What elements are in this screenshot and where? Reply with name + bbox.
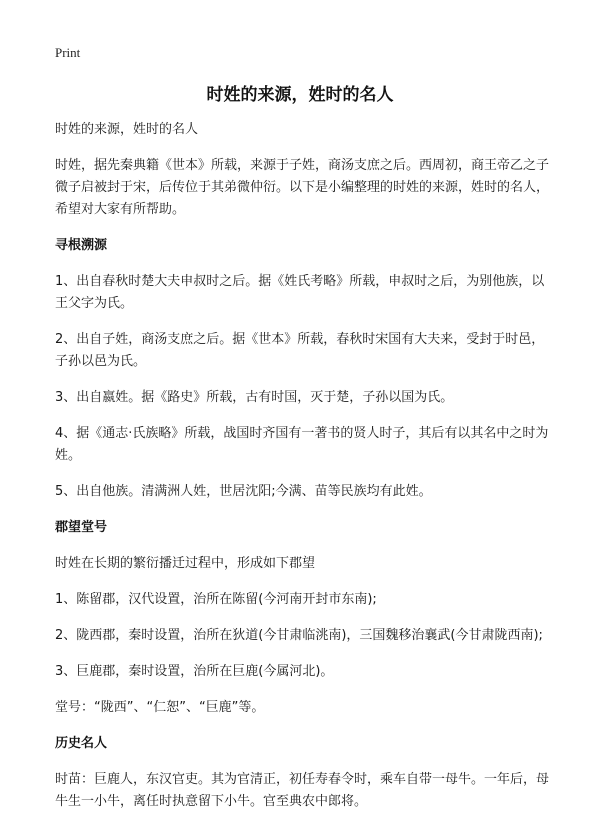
origin-item: 4、据《通志·氏族略》所载，战国时齐国有一著书的贤人时子，其后有以其名中之时为姓。 [55, 426, 549, 463]
print-link[interactable]: Print [55, 45, 81, 60]
origin-item: 5、出自他族。清满洲人姓，世居沈阳;今满、苗等民族均有此姓。 [55, 484, 432, 499]
commandery-item: 2、陇西郡，秦时设置，治所在狄道(今甘肃临洮南)，三国魏移治襄武(今甘肃陇西南); [55, 628, 543, 643]
page-title: 时姓的来源，姓时的名人 [206, 85, 394, 105]
commandery-intro: 时姓在长期的繁衍播迁过程中，形成如下郡望 [55, 556, 316, 571]
commandery-item: 3、巨鹿郡，秦时设置，治所在巨鹿(今属河北)。 [55, 664, 334, 679]
origin-item: 2、出自子姓，商汤支庶之后。据《世本》所载，春秋时宋国有大夫来，受封于时邑，子孙以邑为氏。 [55, 332, 545, 369]
article-body [55, 119, 550, 827]
hall-names: 堂号：“陇西”、“仁恕”、“巨鹿”等。 [55, 700, 265, 715]
section-heading-origin: 寻根溯源 [55, 238, 108, 253]
origin-item: 3、出自嬴姓。据《路史》所载，古有时国，灭于楚，子孙以国为氏。 [55, 390, 454, 405]
intro-paragraph: 时姓，据先秦典籍《世本》所载，来源于子姓，商汤支庶之后。西周初，商王帝乙之子微子启被封于宋，后传位于其弟微仲衍。以下是小编整理的时姓的来源，姓时的名人，希望对大家有所帮助。 [55, 158, 550, 217]
origin-item: 1、出自春秋时楚大夫申叔时之后。据《姓氏考略》所载，申叔时之后，为别他族，以王父字为氏。 [55, 274, 545, 311]
commandery-item: 1、陈留郡，汉代设置，治所在陈留(今河南开封市东南); [55, 592, 377, 607]
person-item: 时苗：巨鹿人，东汉官吏。其为官清正，初任寿春令时，乘车自带一母牛。一年后，母牛生一小牛，离任时执意留下小牛。官至典农中郎将。 [55, 772, 550, 809]
section-heading-people: 历史名人 [55, 736, 108, 751]
section-heading-commandery: 郡望堂号 [55, 520, 108, 535]
article-subtitle: 时姓的来源，姓时的名人 [55, 122, 199, 137]
